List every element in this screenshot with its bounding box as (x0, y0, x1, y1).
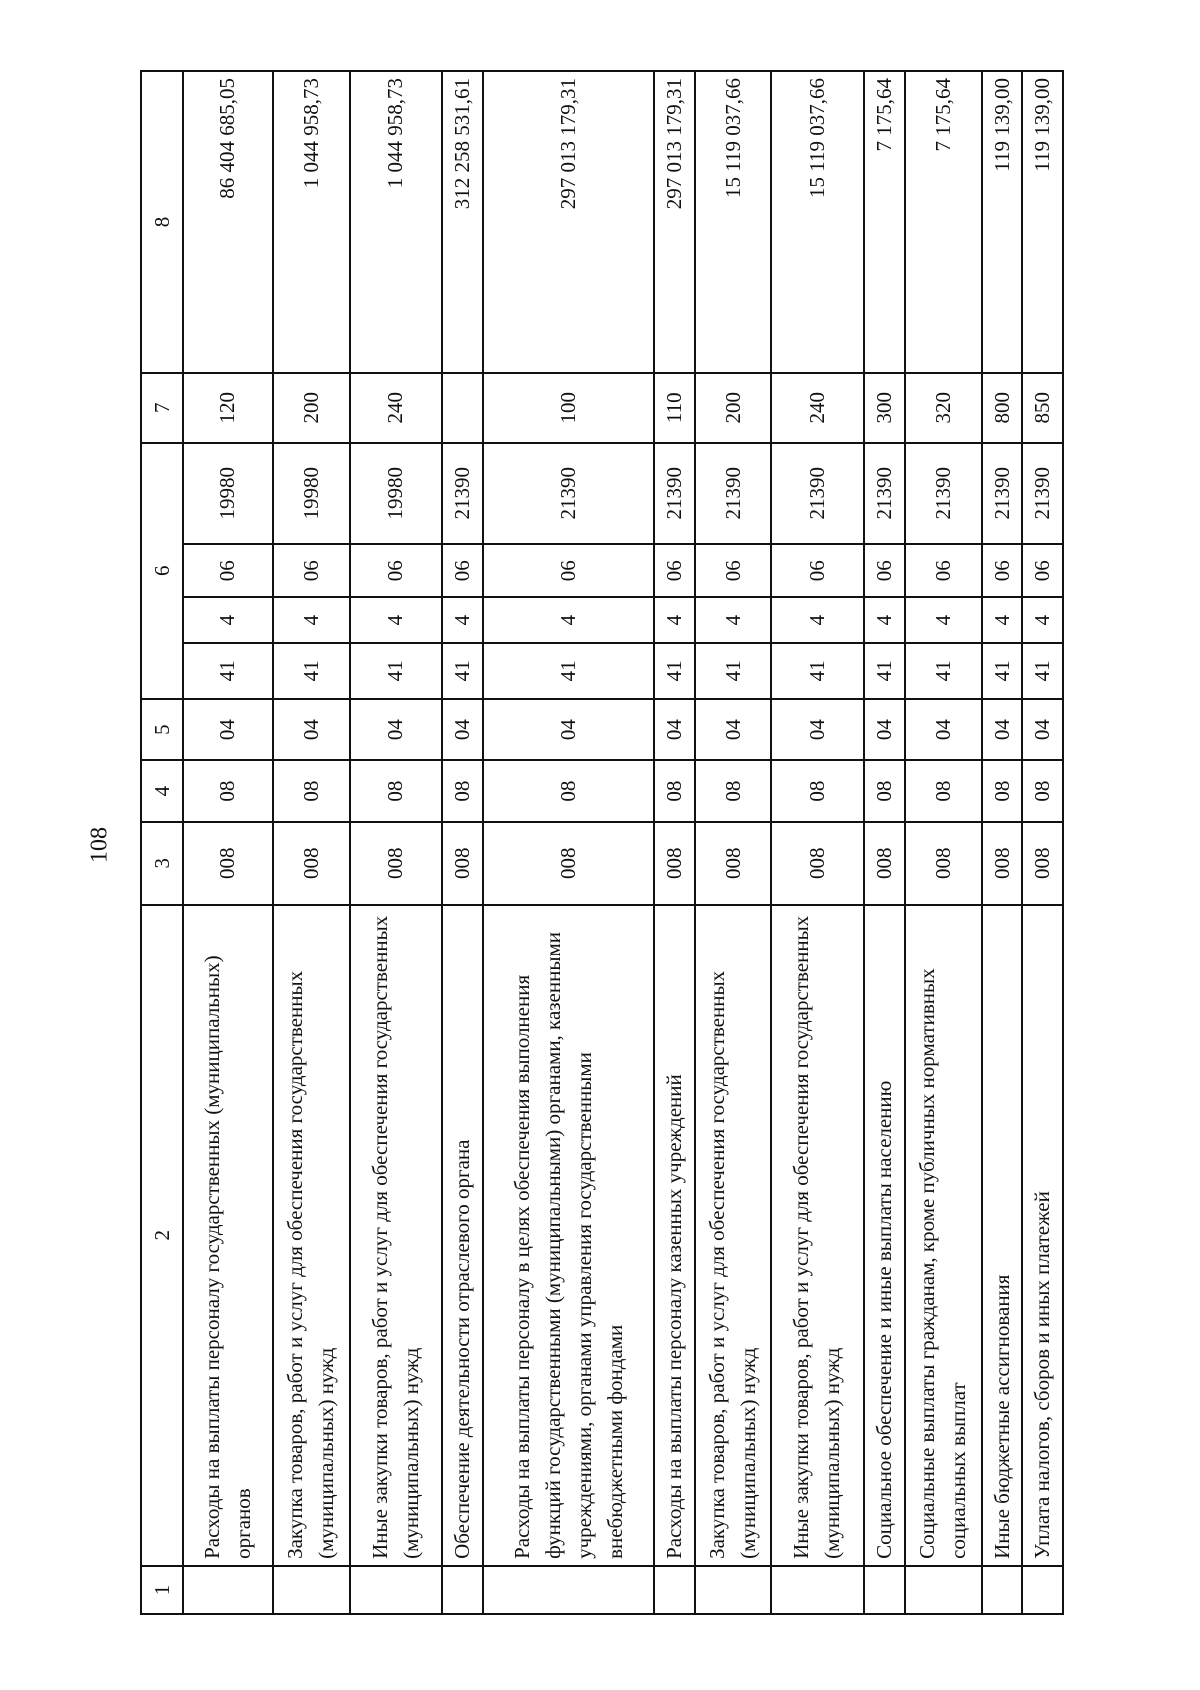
row-name-cell: Иные закупки товаров, работ и услуг для обеспечения государственных (муниципальных) нужд (771, 905, 863, 1566)
header-col-5: 5 (141, 699, 183, 760)
table-row (864, 71, 906, 1614)
row-col6-part2-cell: 4 (442, 597, 484, 642)
row-col5-cell: 04 (350, 699, 442, 760)
table-body (183, 71, 1063, 1614)
row-col5-cell: 04 (864, 699, 906, 760)
row-col6-part4-cell: 21390 (905, 443, 982, 545)
row-col6-part1-cell: 41 (183, 643, 273, 699)
row-col6-part1-cell: 41 (771, 643, 863, 699)
table-row (771, 71, 863, 1614)
row-index-cell (771, 1566, 863, 1614)
row-col6-part3-cell: 06 (982, 544, 1023, 597)
row-name-cell: Расходы на выплаты персоналу в целях обеспечения выполнения функций государственными (муниципальными) органами, казенными учреждениями, органами управления государственными внебюджетными фондами (483, 905, 654, 1566)
row-col6-part2-cell: 4 (483, 597, 654, 642)
row-name-cell: Обеспечение деятельности отраслевого органа (442, 905, 484, 1566)
row-col8-cell: 119 139,00 (1022, 71, 1063, 373)
row-col7-cell: 100 (483, 373, 654, 442)
table-row (183, 71, 273, 1614)
header-col-3: 3 (141, 822, 183, 905)
row-col8-cell: 312 258 531,61 (442, 71, 484, 373)
row-col6-part1-cell: 41 (982, 643, 1023, 699)
row-col6-part4-cell: 21390 (771, 443, 863, 545)
row-col6-part1-cell: 41 (442, 643, 484, 699)
row-col3-cell: 008 (654, 822, 695, 905)
row-col8-cell: 119 139,00 (982, 71, 1023, 373)
row-col5-cell: 04 (442, 699, 484, 760)
row-index-cell (864, 1566, 906, 1614)
row-col6-part2-cell: 4 (1022, 597, 1063, 642)
row-col4-cell: 08 (183, 760, 273, 821)
row-col6-part1-cell: 41 (273, 643, 350, 699)
row-col4-cell: 08 (771, 760, 863, 821)
row-col6-part2-cell: 4 (273, 597, 350, 642)
table-header-row (141, 71, 183, 1614)
row-col7-cell (442, 373, 484, 442)
row-col7-cell: 850 (1022, 373, 1063, 442)
table-row (654, 71, 695, 1614)
row-col6-part3-cell: 06 (695, 544, 772, 597)
row-col5-cell: 04 (183, 699, 273, 760)
row-col6-part3-cell: 06 (654, 544, 695, 597)
header-col-1: 1 (141, 1566, 183, 1614)
row-col4-cell: 08 (483, 760, 654, 821)
row-col5-cell: 04 (1022, 699, 1063, 760)
row-col6-part1-cell: 41 (1022, 643, 1063, 699)
row-col7-cell: 300 (864, 373, 906, 442)
row-name-cell: Расходы на выплаты персоналу казенных учреждений (654, 905, 695, 1566)
row-col6-part4-cell: 21390 (654, 443, 695, 545)
row-index-cell (442, 1566, 484, 1614)
row-col3-cell: 008 (483, 822, 654, 905)
row-col8-cell: 15 119 037,66 (771, 71, 863, 373)
table-row (695, 71, 772, 1614)
row-index-cell (982, 1566, 1023, 1614)
row-col4-cell: 08 (1022, 760, 1063, 821)
row-col6-part4-cell: 21390 (695, 443, 772, 545)
row-col3-cell: 008 (771, 822, 863, 905)
row-col8-cell: 1 044 958,73 (273, 71, 350, 373)
row-col8-cell: 1 044 958,73 (350, 71, 442, 373)
row-col3-cell: 008 (1022, 822, 1063, 905)
row-col6-part2-cell: 4 (183, 597, 273, 642)
row-col6-part3-cell: 06 (183, 544, 273, 597)
table-row (905, 71, 982, 1614)
row-col6-part2-cell: 4 (905, 597, 982, 642)
row-col3-cell: 008 (350, 822, 442, 905)
row-col6-part4-cell: 19980 (183, 443, 273, 545)
row-col5-cell: 04 (483, 699, 654, 760)
row-col4-cell: 08 (273, 760, 350, 821)
row-name-cell: Иные закупки товаров, работ и услуг для обеспечения государственных (муниципальных) нужд (350, 905, 442, 1566)
row-col3-cell: 008 (864, 822, 906, 905)
row-col7-cell: 120 (183, 373, 273, 442)
row-col3-cell: 008 (183, 822, 273, 905)
table-row (442, 71, 484, 1614)
row-col6-part4-cell: 21390 (442, 443, 484, 545)
row-col6-part3-cell: 06 (864, 544, 906, 597)
row-name-cell: Социальное обеспечение и иные выплаты населению (864, 905, 906, 1566)
row-col4-cell: 08 (695, 760, 772, 821)
row-col4-cell: 08 (982, 760, 1023, 821)
row-col4-cell: 08 (442, 760, 484, 821)
row-index-cell (654, 1566, 695, 1614)
row-col6-part3-cell: 06 (905, 544, 982, 597)
header-col-2: 2 (141, 905, 183, 1566)
row-col6-part4-cell: 19980 (273, 443, 350, 545)
row-col6-part3-cell: 06 (483, 544, 654, 597)
row-col6-part4-cell: 21390 (982, 443, 1023, 545)
row-col8-cell: 7 175,64 (905, 71, 982, 373)
row-col4-cell: 08 (905, 760, 982, 821)
row-col6-part4-cell: 21390 (1022, 443, 1063, 545)
row-col5-cell: 04 (905, 699, 982, 760)
row-col5-cell: 04 (654, 699, 695, 760)
row-col3-cell: 008 (273, 822, 350, 905)
row-index-cell (183, 1566, 273, 1614)
header-col-7: 7 (141, 373, 183, 442)
row-index-cell (273, 1566, 350, 1614)
row-col8-cell: 297 013 179,31 (654, 71, 695, 373)
row-col7-cell: 200 (695, 373, 772, 442)
row-col3-cell: 008 (442, 822, 484, 905)
row-col8-cell: 297 013 179,31 (483, 71, 654, 373)
row-col7-cell: 240 (350, 373, 442, 442)
row-index-cell (483, 1566, 654, 1614)
row-col6-part3-cell: 06 (1022, 544, 1063, 597)
row-col6-part2-cell: 4 (654, 597, 695, 642)
budget-table (140, 70, 1064, 1615)
table-row (273, 71, 350, 1614)
row-col6-part1-cell: 41 (864, 643, 906, 699)
row-col6-part4-cell: 19980 (350, 443, 442, 545)
row-col4-cell: 08 (654, 760, 695, 821)
row-index-cell (905, 1566, 982, 1614)
row-col6-part1-cell: 41 (905, 643, 982, 699)
table-row (350, 71, 442, 1614)
row-col5-cell: 04 (695, 699, 772, 760)
row-index-cell (695, 1566, 772, 1614)
row-col5-cell: 04 (982, 699, 1023, 760)
row-col6-part1-cell: 41 (350, 643, 442, 699)
row-col5-cell: 04 (771, 699, 863, 760)
page-number: 108 (86, 827, 113, 863)
row-col6-part1-cell: 41 (654, 643, 695, 699)
row-name-cell: Иные бюджетные ассигнования (982, 905, 1023, 1566)
row-col4-cell: 08 (864, 760, 906, 821)
row-index-cell (1022, 1566, 1063, 1614)
row-col6-part2-cell: 4 (982, 597, 1023, 642)
row-col4-cell: 08 (350, 760, 442, 821)
table-row (982, 71, 1023, 1614)
header-col-6: 6 (141, 443, 183, 699)
row-col6-part3-cell: 06 (350, 544, 442, 597)
rotated-table-wrapper (140, 70, 1064, 1615)
row-col6-part2-cell: 4 (695, 597, 772, 642)
row-col3-cell: 008 (982, 822, 1023, 905)
row-col3-cell: 008 (905, 822, 982, 905)
row-col6-part4-cell: 21390 (483, 443, 654, 545)
row-col6-part4-cell: 21390 (864, 443, 906, 545)
row-col7-cell: 320 (905, 373, 982, 442)
row-col6-part1-cell: 41 (483, 643, 654, 699)
row-name-cell: Закупка товаров, работ и услуг для обеспечения государственных (муниципальных) нужд (273, 905, 350, 1566)
row-col6-part1-cell: 41 (695, 643, 772, 699)
row-col5-cell: 04 (273, 699, 350, 760)
row-col7-cell: 800 (982, 373, 1023, 442)
header-col-4: 4 (141, 760, 183, 821)
row-col6-part2-cell: 4 (771, 597, 863, 642)
row-col7-cell: 240 (771, 373, 863, 442)
row-col7-cell: 110 (654, 373, 695, 442)
row-name-cell: Социальные выплаты гражданам, кроме публичных нормативных социальных выплат (905, 905, 982, 1566)
table-row (1022, 71, 1063, 1614)
row-col3-cell: 008 (695, 822, 772, 905)
row-col6-part3-cell: 06 (771, 544, 863, 597)
row-col6-part3-cell: 06 (273, 544, 350, 597)
row-col6-part2-cell: 4 (350, 597, 442, 642)
row-col8-cell: 15 119 037,66 (695, 71, 772, 373)
row-col6-part2-cell: 4 (864, 597, 906, 642)
row-name-cell: Уплата налогов, сборов и иных платежей (1022, 905, 1063, 1566)
table-row (483, 71, 654, 1614)
row-col7-cell: 200 (273, 373, 350, 442)
row-col8-cell: 7 175,64 (864, 71, 906, 373)
row-col8-cell: 86 404 685,05 (183, 71, 273, 373)
header-col-8: 8 (141, 71, 183, 373)
row-index-cell (350, 1566, 442, 1614)
row-name-cell: Расходы на выплаты персоналу государственных (муниципальных) органов (183, 905, 273, 1566)
row-name-cell: Закупка товаров, работ и услуг для обеспечения государственных (муниципальных) нужд (695, 905, 772, 1566)
row-col6-part3-cell: 06 (442, 544, 484, 597)
